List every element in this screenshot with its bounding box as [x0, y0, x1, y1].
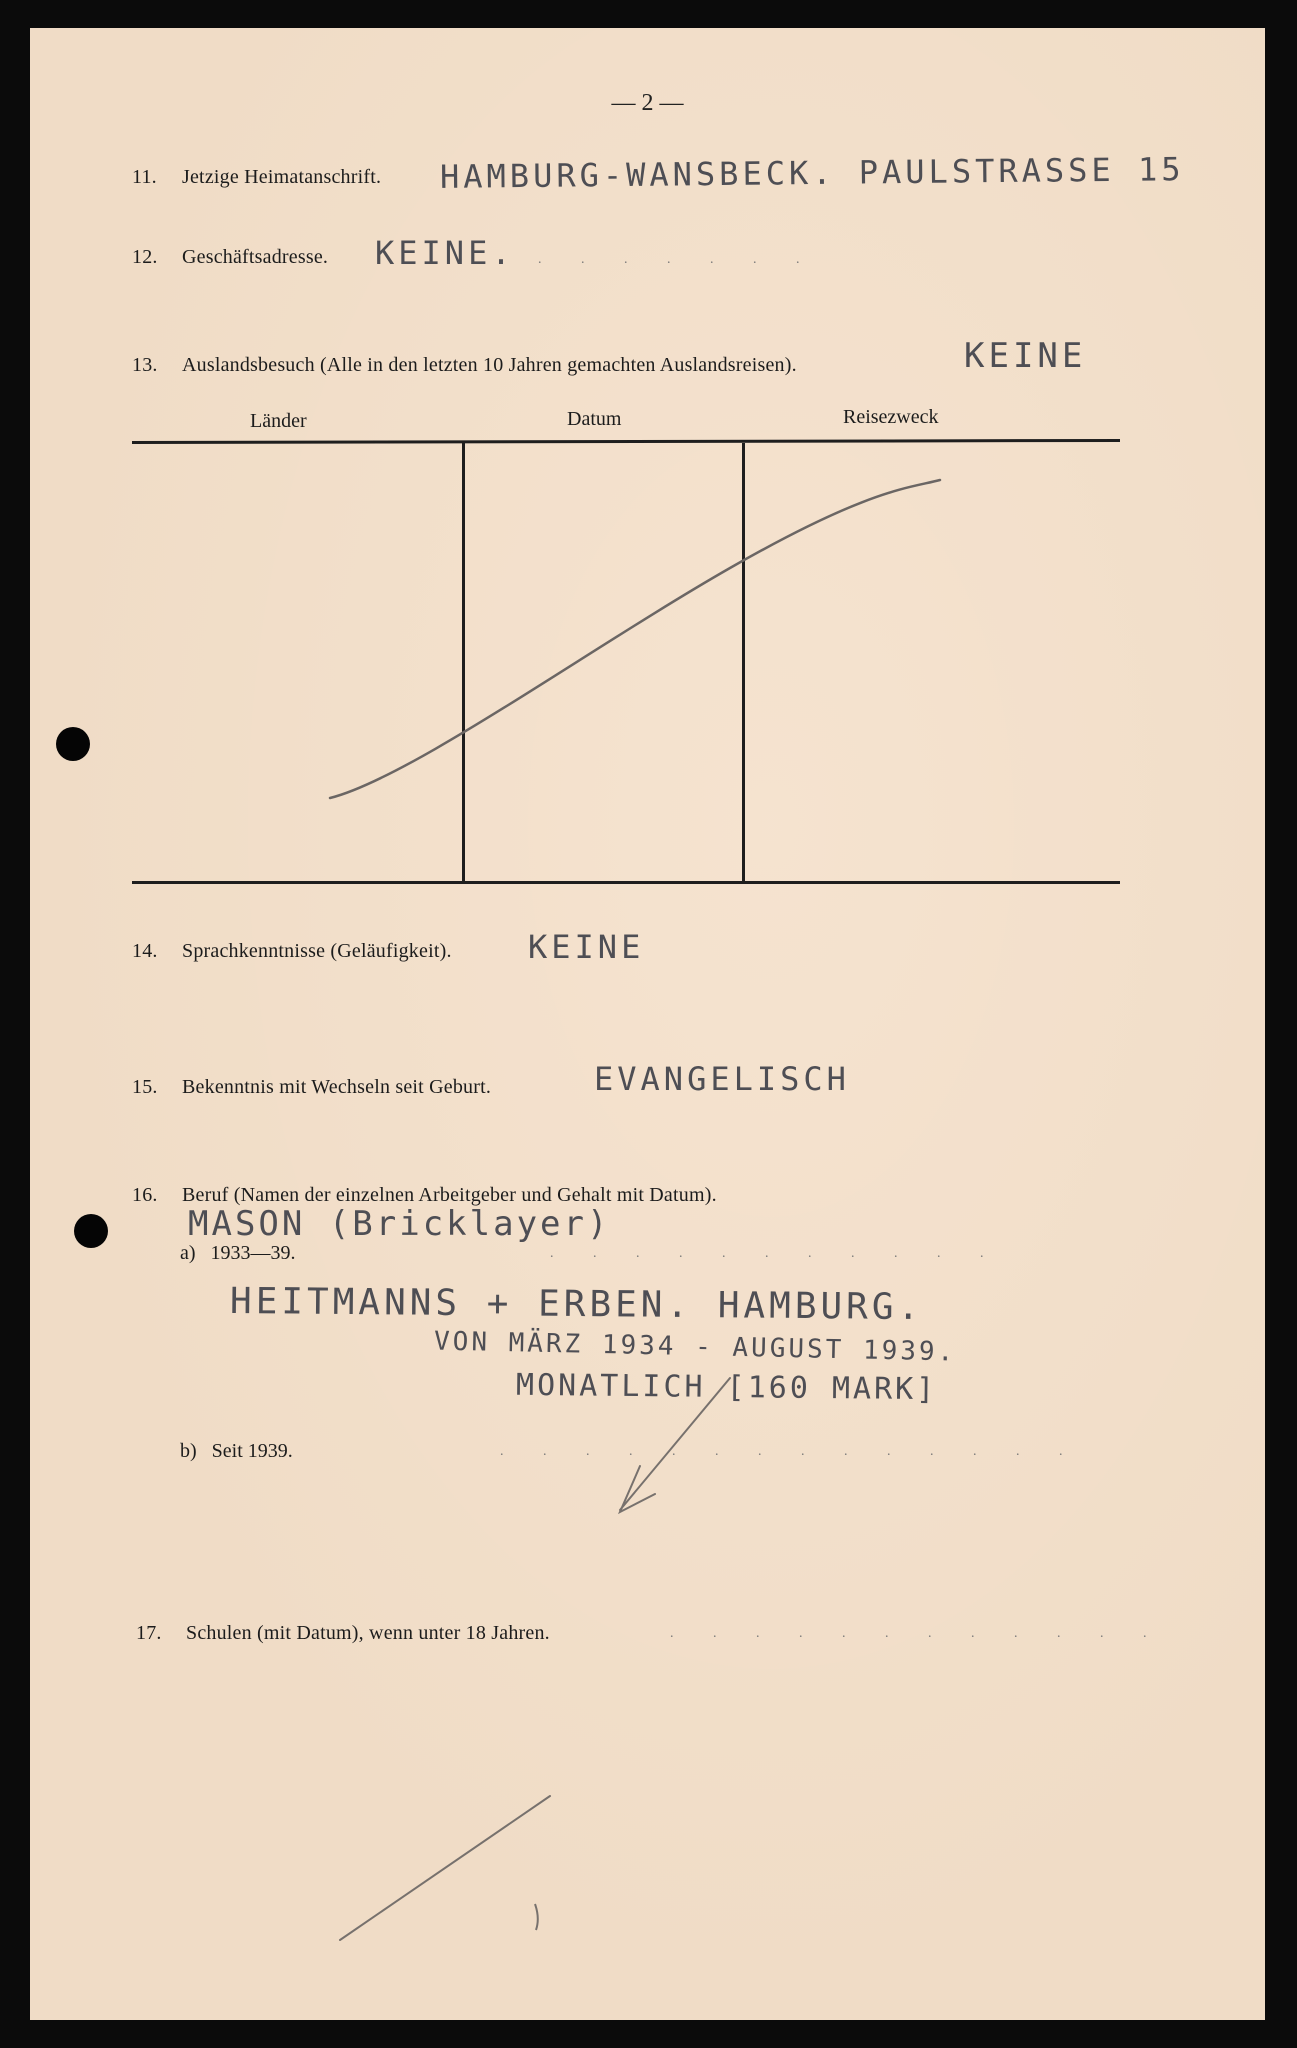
question-label: Auslandsbesuch (Alle in den letzten 10 Jahren gemachten Auslandsreisen). — [182, 354, 797, 376]
bottom-strike-line — [340, 1796, 550, 1940]
subitem-label: b) — [180, 1440, 197, 1462]
question-label: Geschäftsadresse. — [182, 246, 329, 268]
subitem-label: a) — [180, 1242, 196, 1264]
question-11 — [132, 166, 381, 189]
question-number: 14. — [132, 940, 158, 962]
arrow-head — [620, 1466, 655, 1512]
question-17 — [136, 1622, 550, 1645]
subitem-value: 1933—39. — [210, 1242, 296, 1264]
column-header-date: Datum — [567, 408, 622, 430]
pencil-strokes — [30, 28, 1265, 2020]
table-bottom-rule — [132, 881, 1120, 884]
dotted-line: . . . . . . . — [538, 252, 818, 267]
handwritten-employment-period: VON MÄRZ 1934 - AUGUST 1939. — [433, 1326, 957, 1368]
question-label: Bekenntnis mit Wechseln seit Geburt. — [182, 1076, 492, 1098]
table-top-rule — [132, 439, 1120, 444]
question-15 — [132, 1076, 491, 1099]
page-number: — 2 — — [611, 90, 684, 116]
question-label: Sprachkenntnisse (Geläufigkeit). — [182, 940, 452, 962]
subitem-value: Seit 1939. — [211, 1440, 293, 1462]
question-number: 16. — [132, 1184, 158, 1206]
question-16b — [180, 1440, 293, 1463]
question-number: 13. — [132, 354, 158, 376]
pencil-tick — [535, 1904, 538, 1930]
handwritten-languages: KEINE — [528, 928, 645, 966]
handwritten-employer: HEITMANNS + ERBEN. HAMBURG. — [229, 1280, 924, 1329]
question-13 — [132, 354, 797, 377]
question-12 — [132, 246, 328, 269]
question-14 — [132, 940, 452, 963]
handwritten-religion: EVANGELISCH — [594, 1060, 850, 1098]
question-label: Schulen (mit Datum), wenn unter 18 Jahren. — [186, 1622, 550, 1644]
handwritten-business-address: KEINE. — [375, 234, 515, 272]
column-header-purpose: Reisezweck — [843, 406, 939, 428]
handwritten-profession: MASON (Bricklayer) — [188, 1204, 611, 1244]
handwritten-address: HAMBURG-WANSBECK. PAULSTRASSE 15 — [439, 150, 1185, 196]
handwritten-abroad: KEINE — [964, 336, 1087, 376]
dotted-line: . . . . . . . . . . . . . . — [500, 1444, 1081, 1459]
table-strike-line — [330, 480, 940, 798]
question-16a — [180, 1242, 296, 1265]
question-number: 11. — [132, 166, 157, 188]
question-label: Beruf (Namen der einzelnen Arbeitgeber und Gehalt mit Datum). — [182, 1184, 717, 1206]
question-label: Jetzige Heimatanschrift. — [182, 166, 382, 188]
question-number: 12. — [132, 246, 158, 268]
question-number: 15. — [132, 1076, 158, 1098]
dotted-line: . . . . . . . . . . . . — [670, 1626, 1165, 1641]
punch-hole — [74, 1214, 108, 1248]
dotted-line: . . . . . . . . . . . — [550, 1246, 1002, 1261]
form-page — [30, 28, 1265, 2020]
table-column-divider — [742, 443, 745, 881]
table-column-divider — [462, 443, 465, 881]
question-number: 17. — [136, 1622, 162, 1644]
column-header-countries: Länder — [250, 410, 307, 432]
punch-hole — [56, 727, 90, 761]
handwritten-salary: MONATLICH [160 MARK] — [515, 1367, 938, 1408]
